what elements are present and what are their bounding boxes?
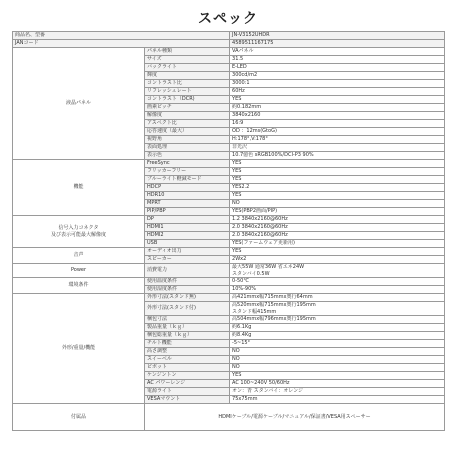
spec-label: アスペクト比 [145,120,230,128]
spec-label: HDR10 [145,192,230,200]
spec-value: 60Hz [230,88,445,96]
spec-value: E-LED [230,64,445,72]
spec-label: オーディオ出力 [145,248,230,256]
spec-value: YES [230,96,445,104]
table-row [13,264,445,278]
spec-label: チルト機能 [145,340,230,348]
spec-value: H:178°,V:178° [230,136,445,144]
spec-label: 外形寸法(スタンド無) [145,294,230,302]
spec-value: VAパネル [230,48,445,56]
spec-label: 製品重量（ｋｇ） [145,324,230,332]
spec-value: 約8.4Kg [230,332,445,340]
spec-label: 梱包寸法 [145,316,230,324]
spec-value: 約0.182mm [230,104,445,112]
accessories-label: 付属品 [13,404,145,431]
spec-category: 外形/重量/機能 [13,294,145,404]
accessories-value: HDMIケーブル/電源ケーブル/マニュアル/保証書/VESA用スペーサー [145,404,445,431]
spec-value: -5~15° [230,340,445,348]
spec-value: NO [230,364,445,372]
spec-label: スイーベル [145,356,230,364]
spec-value: 高520mmx幅715mmx奥行195mm スタンド幅415mm [230,302,445,316]
spec-table [12,31,445,431]
spec-label: USB [145,240,230,248]
spec-label: FreeSync [145,160,230,168]
spec-value: オン：青 スタンバイ：オレンジ [230,388,445,396]
spec-label: 輝度 [145,72,230,80]
spec-label: 商品名、型番 [13,32,230,40]
spec-value: YES(PBP2画面/PIP) [230,208,445,216]
page-title: スペック [198,11,258,27]
spec-label: バックライト [145,64,230,72]
spec-label: 使用温度条件 [145,278,230,286]
spec-label: 視野角 [145,136,230,144]
spec-value: JN-V3152UHDR [230,32,445,40]
table-row [13,160,445,168]
spec-category: Power [13,264,145,278]
spec-label: 応答速度（最大） [145,128,230,136]
spec-label: MPRT [145,200,230,208]
spec-value: 3840x2160 [230,112,445,120]
spec-label: HDCP [145,184,230,192]
spec-value: 高421mmx幅715mmx奥行64mm [230,294,445,302]
spec-value: 300cd/m2 [230,72,445,80]
spec-label: サイズ [145,56,230,64]
spec-value: 最大55W 通常36W 省エネ24W スタンバイ0.5W [230,264,445,278]
spec-value: YES [230,176,445,184]
spec-category: 音声 [13,248,145,264]
spec-value: 2Wx2 [230,256,445,264]
spec-value: YES [230,248,445,256]
spec-category: 液晶パネル [13,48,145,160]
spec-value: YES [230,192,445,200]
spec-value: 2.0 3840x2160@60Hz [230,224,445,232]
table-row [13,248,445,256]
spec-value: 4589511167175 [230,40,445,48]
spec-label: JANコード [13,40,230,48]
spec-label: 解像度 [145,112,230,120]
spec-value: 0-50℃ [230,278,445,286]
table-row [13,40,445,48]
spec-label: コントラスト（DCR) [145,96,230,104]
spec-value: NO [230,348,445,356]
spec-value: 16:9 [230,120,445,128]
table-row [13,278,445,286]
spec-label: パネル種類 [145,48,230,56]
spec-category: 環境条件 [13,278,145,294]
table-row [13,216,445,224]
spec-value: 約6.1Kg [230,324,445,332]
spec-value: 非光沢 [230,144,445,152]
spec-category: 信号入力コネクタ 及び表示可能最大解像度 [13,216,145,248]
spec-label: HDMI1 [145,224,230,232]
table-row [13,294,445,302]
spec-label: ブルーライト軽減モード [145,176,230,184]
spec-label: スピーカー [145,256,230,264]
spec-value: 75x75mm [230,396,445,404]
spec-value: 1.2 3840x2160@60Hz [230,216,445,224]
spec-value: YES [230,372,445,380]
spec-label: ケンジントン [145,372,230,380]
spec-label: 表面処理 [145,144,230,152]
spec-label: 高さ調整 [145,348,230,356]
spec-label: コントラスト比 [145,80,230,88]
spec-label: 表示色 [145,152,230,160]
spec-label: 使用湿度条件 [145,286,230,294]
spec-label: 外形寸法(スタンド付) [145,302,230,316]
spec-category: 機能 [13,160,145,216]
spec-value: YES2.2 [230,184,445,192]
spec-label: VESAマウント [145,396,230,404]
table-row [13,404,445,431]
spec-value: 高504mmx幅796mmx奥行195mm [230,316,445,324]
spec-label: ピボット [145,364,230,372]
spec-label: 消費電力 [145,264,230,278]
spec-label: HDMI2 [145,232,230,240]
spec-value: NO [230,356,445,364]
spec-value: 10.7億色 sRGB100%/DCI-P3 90% [230,152,445,160]
spec-value: NO [230,200,445,208]
spec-label: PIP/PBP [145,208,230,216]
spec-label: AC パワーレンジ [145,380,230,388]
spec-value: 31.5 [230,56,445,64]
spec-value: OD ：12ms(GtoG) [230,128,445,136]
spec-label: リフレッシュレート [145,88,230,96]
spec-value: YES [230,160,445,168]
spec-value: AC 100~240V 50/60Hz [230,380,445,388]
spec-label: 電源ライト [145,388,230,396]
spec-value: 10%-90% [230,286,445,294]
spec-value: 3000:1 [230,80,445,88]
spec-label: フリッカーフリー [145,168,230,176]
spec-label: DP [145,216,230,224]
table-row [13,32,445,40]
spec-value: YES(ファームウェア更新用) [230,240,445,248]
spec-value: 2.0 3840x2160@60Hz [230,232,445,240]
spec-label: 梱包総重量（ｋｇ） [145,332,230,340]
spec-value: YES [230,168,445,176]
spec-label: 画素ピッチ [145,104,230,112]
table-row [13,48,445,56]
